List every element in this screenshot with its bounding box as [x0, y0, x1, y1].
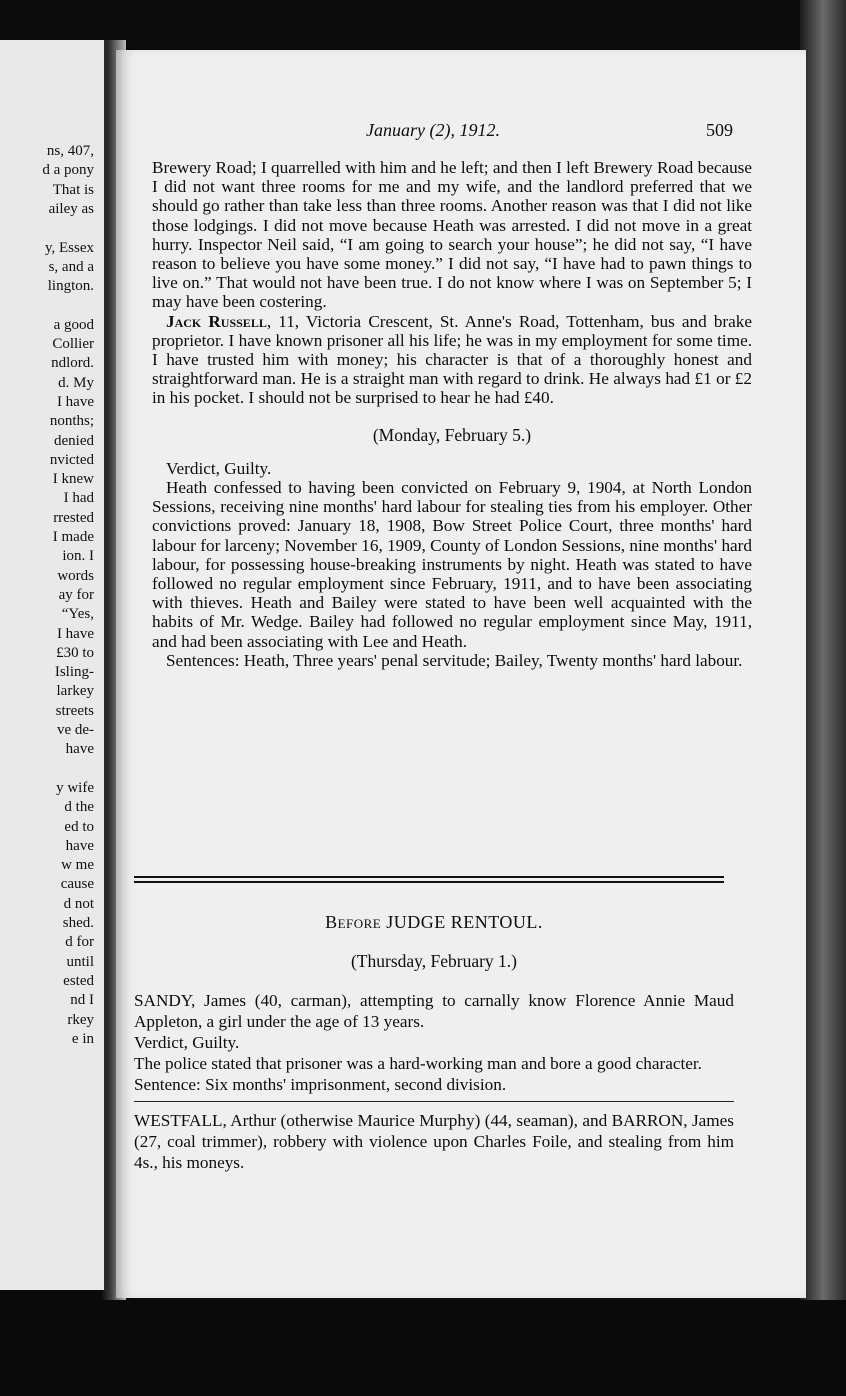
left-page-fragment: I knew — [52, 471, 94, 488]
left-page-fragment: y wife — [56, 779, 94, 796]
judge-section — [134, 912, 734, 1173]
witness-statement-text: , 11, Victoria Crescent, St. Anne's Road, Tottenham, bus and brake proprietor. I have known prisoner all his life; he was in my employment for some time. I have trusted him with money; his character is that of a thoroughly honest and straightforward man. He is a straight man with regard to drink. He always had £1 or £2 in his pocket. I should not be surprised to hear he had £40. — [152, 311, 752, 408]
left-page-fragment: I made — [52, 529, 94, 545]
date-line-thursday: (Thursday, February 1.) — [350, 951, 518, 971]
left-page-fragment: Isling- — [54, 664, 94, 681]
left-page-fragment: d the — [64, 799, 94, 816]
page-number: 509 — [706, 120, 733, 140]
witness-name: Jack Russell — [166, 311, 267, 331]
left-page-fragment: ve de- — [56, 722, 94, 738]
left-page-fragment: Collier — [52, 336, 94, 352]
left-page-fragment: nonths; — [49, 413, 94, 430]
left-page-fragment: nd I — [70, 992, 94, 1009]
left-page-fragment: ested — [63, 972, 94, 989]
section-rule-top — [134, 876, 724, 878]
left-page-fragment: denied — [54, 432, 94, 449]
heading-prefix: Before — [325, 912, 382, 932]
left-page-fragment: rkey — [67, 1011, 94, 1028]
left-page-fragment: lington. — [47, 278, 94, 295]
sentences-line: Sentences: Heath, Three years' penal servitude; Bailey, Twenty months' hard labour. — [166, 650, 743, 670]
left-page-fragment: I have — [56, 625, 94, 642]
left-page-fragment: That is — [52, 181, 94, 198]
case-westfall-barron: WESTFALL, Arthur (otherwise Maurice Murphy) (44, seaman), and BARRON, James (27, coal trimmer), robbery with violence upon Charles Foile, and stealing from him 4s., his moneys. — [134, 1111, 734, 1172]
section-heading — [134, 912, 734, 933]
left-page-fragment: larkey — [56, 683, 94, 700]
left-page-fragment: £30 to — [56, 644, 94, 661]
left-page-fragment: words — [57, 567, 94, 584]
date-line-monday: (Monday, February 5.) — [372, 424, 532, 445]
police-statement: The police stated that prisoner was a hard-working man and bore a good character. — [134, 1054, 702, 1073]
left-page-fragment: ndlord. — [51, 355, 94, 372]
left-page-fragment: d a pony — [42, 162, 94, 179]
case-sandy: SANDY, James (40, carman), attempting to carnally know Florence Annie Maud Appleton, a girl under the age of 13 years. — [134, 991, 734, 1031]
left-page-fragment: a good — [53, 316, 94, 333]
left-page-fragment: ion. I — [62, 548, 94, 565]
left-page-fragment: streets — [55, 702, 94, 719]
left-page-fragment: s, and a — [48, 258, 94, 275]
left-page-fragment: y, Essex — [44, 239, 94, 256]
sentence-sandy: Sentence: Six months' imprisonment, second division. — [134, 1075, 507, 1094]
left-page-fragment: d for — [65, 934, 94, 951]
page-edge-right — [800, 0, 846, 1396]
left-page-fragment: have — [65, 837, 94, 854]
left-page-fragment: I had — [63, 490, 94, 507]
convictions-paragraph: Heath confessed to having been convicted on February 9, 1904, at North London Sessions, receiving nine months' hard labour for stealing ties from his employer. Other convictions proved: January 18, 1908, Bow Street Police Court, three months' hard labour for larceny; November 16, 1909, County of London Sessions, nine months' hard labour, for possessing house-breaking instruments by night. Heath was stated to have followed no regular employment since February, 1911, and to have been associating with thieves. Heath and Bailey were stated to have been well acquainted with the habits of Mr. Wedge. Bailey had followed no regular employment since May, 1911, and had been associating with Lee and Heath. — [152, 478, 752, 651]
left-page-fragment: ailey as — [48, 200, 94, 217]
left-page-fragment: I have — [56, 393, 94, 410]
left-page-fragment: ed to — [64, 818, 94, 835]
section-rule-bottom — [134, 881, 724, 883]
case-separator — [134, 1101, 734, 1102]
left-page-fragment: d not — [63, 895, 94, 912]
left-page-fragment: nvicted — [49, 451, 94, 468]
left-page-fragment: until — [66, 953, 94, 970]
scan-bottom-band — [0, 1300, 846, 1396]
left-page-fragment: w me — [61, 857, 94, 874]
left-facing-page — [0, 40, 106, 1290]
left-page-fragment: “Yes, — [61, 606, 94, 623]
heading-judge-name: JUDGE RENTOUL. — [386, 912, 543, 932]
witness-statement — [152, 312, 752, 408]
left-page-fragment: have — [65, 741, 94, 758]
main-text-block — [152, 158, 752, 670]
verdict-sandy: Verdict, Guilty. — [134, 1033, 240, 1052]
left-page-fragment: e in — [71, 1030, 94, 1047]
left-page-fragment: cause — [60, 876, 94, 893]
verdict-line: Verdict, Guilty. — [166, 458, 272, 478]
document-page — [116, 50, 806, 1298]
left-page-fragment: shed. — [62, 915, 94, 931]
left-page-fragment: rrested — [53, 509, 94, 526]
paragraph-continued: Brewery Road; I quarrelled with him and he left; and then I left Brewery Road because I did not want three rooms for me and my wife, and the landlord preferred that we should go rather than take less than three rooms. Another reason was that I did not like those lodgings. I did not move because Heath was arrested. I did not move in a great hurry. Inspector Neil said, “I am going to search your house”; he did not say, “I have reason to believe you have some money.” I did not say, “I have had to pawn things to live on.” That would not have been true. I do not know where I was on September 5; I may have been costering. — [152, 158, 752, 312]
left-page-fragment: ns, 407, — [46, 143, 94, 159]
left-page-fragment: ay for — [58, 586, 94, 603]
left-page-fragment: d. My — [58, 374, 94, 391]
running-header-title: January (2), 1912. — [366, 120, 500, 140]
